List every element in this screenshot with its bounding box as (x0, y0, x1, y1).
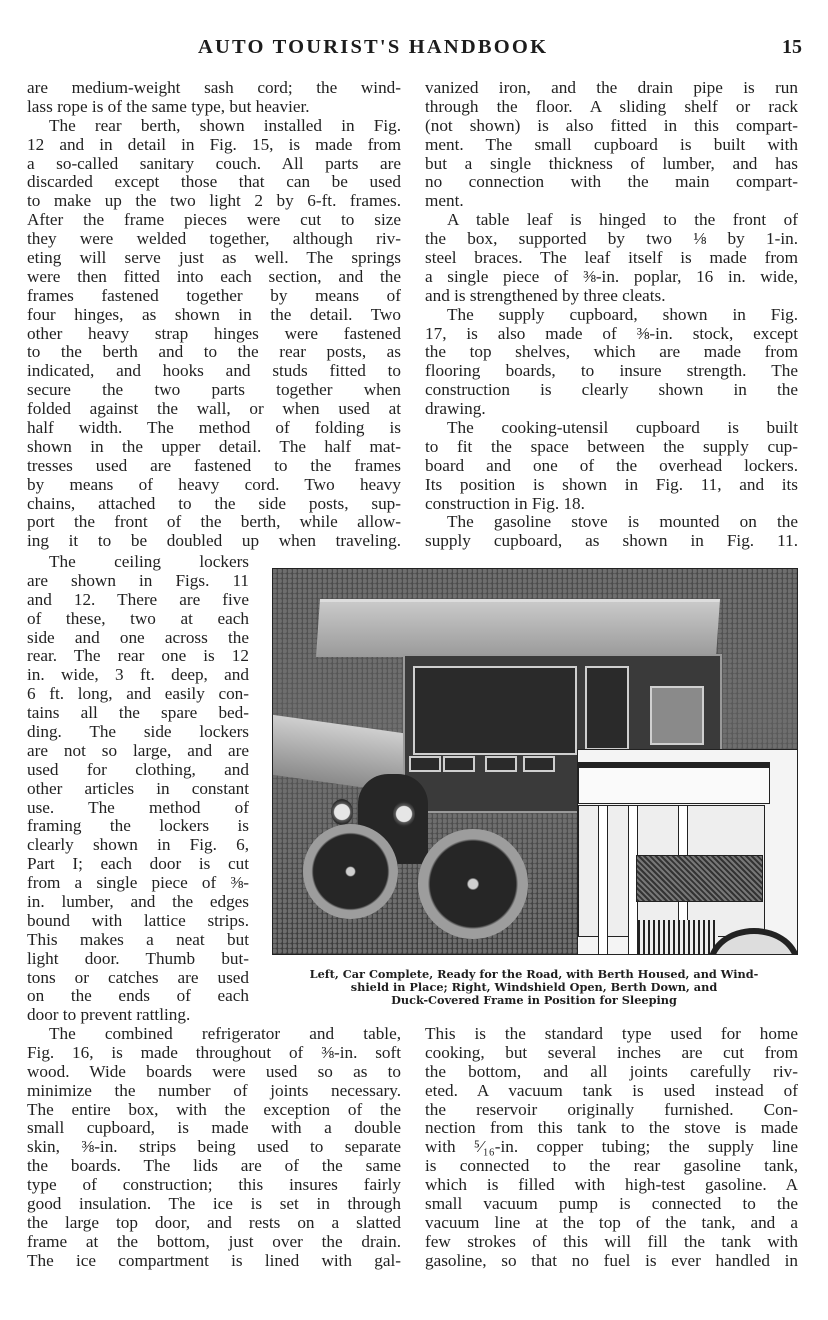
running-header (0, 36, 828, 64)
text-line: the bottom, and all joints carefully riv- (425, 1062, 798, 1081)
text-line: construction is clearly shown in the (425, 381, 798, 400)
text-line: and 12. There are five (27, 590, 249, 609)
page-number: 15 (782, 36, 802, 58)
text-line: 6 ft. long, and easily con- (27, 685, 249, 704)
text-line: After the frame pieces were cut to size (27, 211, 401, 230)
text-line: clearly shown in Fig. 6, (27, 836, 249, 855)
text-line: were then fitted into each section, and the (27, 267, 401, 286)
text-line: door to prevent rattling. (27, 1005, 191, 1025)
text-line: flooring boards, to insure strength. The (425, 362, 798, 381)
left-column-top-text (27, 79, 401, 551)
running-title: AUTO TOURIST'S HANDBOOK (198, 36, 549, 58)
caption-line: shield in Place; Right, Windshield Open, Berth Down, and (350, 979, 718, 994)
text-line: ment. (425, 191, 464, 211)
text-line: use. The method of (27, 798, 249, 817)
camper-roof (316, 599, 720, 657)
text-line: no connection with the main compart- (425, 173, 798, 192)
text-line: to the berth and to the rear posts, as (27, 343, 401, 362)
left-column-narrow-text (27, 553, 249, 1025)
text-line: the top shelves, which are made from (425, 343, 798, 362)
text-line: The supply cupboard, shown in Fig. (447, 305, 798, 324)
text-line: The combined refrigerator and table, (49, 1025, 401, 1043)
figure-photo (272, 568, 798, 955)
cabin-window (443, 756, 475, 772)
text-line: other heavy strap hinges were fastened (27, 324, 401, 343)
text-line: vanized iron, and the drain pipe is run (425, 79, 798, 97)
text-line: indicated, and hooks and studs fitted to (27, 362, 401, 381)
caption-line: Duck-Covered Frame in Position for Sleeping (391, 992, 677, 1007)
text-line: The entire box, with the exception of the (27, 1100, 401, 1119)
text-line: secure the two parts together when (27, 381, 401, 400)
text-line: are shown in Figs. 11 (27, 571, 249, 590)
text-line: are not so large, and are (27, 741, 249, 760)
text-line: to make up the two light 2 by 6-ft. frames. (27, 192, 401, 211)
text-line: framing the lockers is (27, 817, 249, 836)
car-wheel (303, 824, 398, 919)
text-line: steel braces. The leaf itself is made from (425, 249, 798, 268)
text-line: small cupboard, is made with a double (27, 1119, 401, 1138)
cabin-window (585, 666, 629, 750)
inset-drawing (577, 749, 798, 955)
text-line: the box, supported by two ⅛ by 1-in. (425, 230, 798, 249)
text-line: vacuum line at the top of the tank, and a (425, 1213, 798, 1232)
text-line: This is the standard type used for home (425, 1025, 798, 1043)
left-column-bottom-text (27, 1025, 401, 1271)
text-line: are medium-weight sash cord; the wind- (27, 79, 401, 97)
text-line: other articles in constant (27, 779, 249, 798)
text-line: ing it to be doubled up when traveling. (27, 532, 401, 551)
text-line: a single piece of ⅜-in. poplar, 16 in. wide, (425, 267, 798, 286)
text-line: of these, two at each (27, 609, 249, 628)
text-line: drawing. (425, 399, 486, 419)
text-line: a so-called sanitary couch. All parts are (27, 154, 401, 173)
text-line: in. lumber, and the edges (27, 893, 249, 912)
text-line: through the floor. A sliding shelf or rack (425, 97, 798, 116)
figure-caption (270, 968, 798, 1006)
text-line: port the front of the berth, while allow- (27, 513, 401, 532)
text-line: The gasoline stove is mounted on the (447, 513, 798, 532)
cabin-window (523, 756, 555, 772)
text-line: cooking, but several inches are cut from (425, 1043, 798, 1062)
inset-roof (578, 762, 770, 804)
text-line: good insulation. The ice is set in through (27, 1195, 401, 1214)
text-line: skin, ⅜-in. strips being used to separate (27, 1138, 401, 1157)
text-line: (not shown) is also fitted in this compart- (425, 116, 798, 135)
text-line: used for clothing, and (27, 760, 249, 779)
text-line: from a single piece of ⅜- (27, 874, 249, 893)
text-line: tains all the spare bed- (27, 704, 249, 723)
text-line: supply cupboard, as shown in Fig. 11. (425, 532, 798, 551)
text-line: The cooking-utensil cupboard is built (447, 419, 798, 438)
text-line: 12 and in detail in Fig. 15, is made from (27, 135, 401, 154)
text-line: small vacuum pump is connected to the (425, 1195, 798, 1214)
text-line: lass rope is of the same type, but heavier. (27, 96, 310, 116)
text-line: tons or catches are used (27, 968, 249, 987)
caption-line: Left, Car Complete, Ready for the Road, with Berth Housed, and Wind- (309, 967, 759, 981)
text-line: The ice compartment is lined with gal- (27, 1251, 401, 1270)
cabin-window (413, 666, 577, 755)
headlamp (331, 799, 353, 825)
inset-post (598, 805, 608, 955)
text-line: construction in Fig. 18. (425, 493, 585, 513)
text-line: type of construction; this insures fairly (27, 1176, 401, 1195)
text-line: board and one of the overhead lockers. (425, 456, 798, 475)
text-line: Fig. 16, is made throughout of ⅜-in. soft (27, 1043, 401, 1062)
text-line: Its position is shown in Fig. 11, and its (425, 475, 798, 494)
cabin-window (409, 756, 441, 772)
text-line: rear. The rear one is 12 (27, 647, 249, 666)
text-line: they were welded together, although riv- (27, 230, 401, 249)
inset-radiator (638, 920, 718, 955)
text-line: eting will serve just as well. The springs (27, 249, 401, 268)
headlamp (393, 801, 415, 827)
text-line: frame at the bottom, just over the drain. (27, 1232, 401, 1251)
text-line: minimize the number of joints necessary. (27, 1081, 401, 1100)
text-line: A table leaf is hinged to the front of (447, 211, 798, 230)
text-line: frames fastened together by means of (27, 286, 401, 305)
right-column-top-text (425, 79, 798, 551)
text-line: which is filled with high-test gasoline. A (425, 1176, 798, 1195)
text-line: with ⁵⁄₁₆-in. copper tubing; the supply line (425, 1138, 798, 1157)
text-line: This makes a neat but (27, 930, 249, 949)
text-line: is connected to the rear gasoline tank, (425, 1157, 798, 1176)
text-line: Part I; each door is cut (27, 855, 249, 874)
text-line: and is strengthened by three cleats. (425, 285, 666, 305)
text-line: four hinges, as shown in the detail. Two (27, 305, 401, 324)
cabin-window (650, 686, 704, 745)
text-line: by means of heavy cord. Two heavy (27, 475, 401, 494)
text-line: discarded except those that can be used (27, 173, 401, 192)
text-line: the reservoir originally furnished. Con- (425, 1100, 798, 1119)
text-line: 17, is also made of ⅜-in. stock, except (425, 324, 798, 343)
cabin-window (485, 756, 517, 772)
text-line: few strokes of this will fill the tank with (425, 1232, 798, 1251)
text-line: eted. A vacuum tank is used instead of (425, 1081, 798, 1100)
text-line: but a single thickness of lumber, and has (425, 154, 798, 173)
text-line: shown in the upper detail. The half mat- (27, 437, 401, 456)
text-line: side and one across the (27, 628, 249, 647)
text-line: the boards. The lids are of the same (27, 1157, 401, 1176)
text-line: The ceiling lockers (49, 553, 249, 571)
text-line: light door. Thumb but- (27, 949, 249, 968)
text-line: nection from this tank to the stove is made (425, 1119, 798, 1138)
text-line: bound with lattice strips. (27, 911, 249, 930)
text-line: half width. The method of folding is (27, 419, 401, 438)
text-line: tresses used are fastened to the frames (27, 456, 401, 475)
text-line: gasoline, so that no fuel is ever handled in (425, 1251, 798, 1270)
car-wheel (418, 829, 528, 939)
inset-mattress (636, 855, 763, 902)
text-line: to fit the space between the supply cup- (425, 437, 798, 456)
right-column-bottom-text (425, 1025, 798, 1271)
text-line: on the ends of each (27, 987, 249, 1006)
text-line: the large top door, and rests on a slatted (27, 1213, 401, 1232)
text-line: wood. Wide boards were used so as to (27, 1062, 401, 1081)
text-line: ment. The small cupboard is built with (425, 135, 798, 154)
text-line: chains, attached to the side posts, sup- (27, 494, 401, 513)
text-line: The rear berth, shown installed in Fig. (49, 116, 401, 135)
text-line: in. wide, 3 ft. deep, and (27, 666, 249, 685)
text-line: ding. The side lockers (27, 723, 249, 742)
text-line: folded against the wall, or when used at (27, 400, 401, 419)
